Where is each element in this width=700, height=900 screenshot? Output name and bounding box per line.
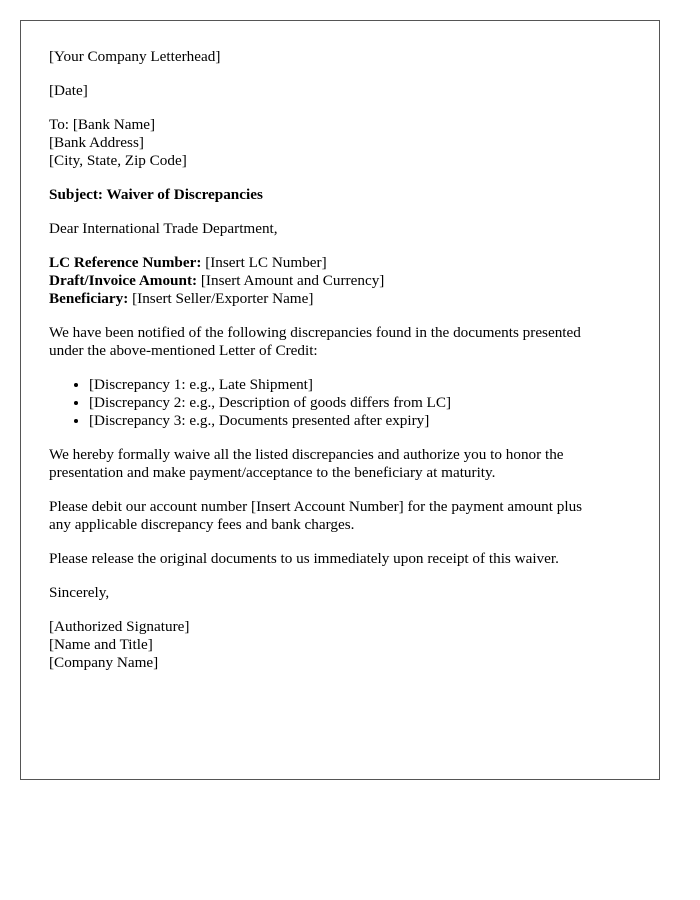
discrepancy-list [49,376,631,430]
release-paragraph [49,550,631,568]
subject-text: Subject: Waiver of Discrepancies [49,186,263,203]
signer-company: [Company Name] [49,654,159,671]
discrepancy-item: • [Discrepancy 2: e.g., Description of goods differs from LC] [89,394,631,412]
recipient-city-state-zip: [City, State, Zip Code] [49,152,187,169]
lc-reference-row [49,254,631,272]
signature-line: [Authorized Signature] [49,618,190,635]
reference-details [49,254,631,308]
debit-line-1: Please debit our account number [Insert Account Number] for the payment amount plus [49,498,583,515]
release-text: Please release the original documents to us immediately upon receipt of this waiver. [49,550,559,567]
amount-row [49,272,631,290]
beneficiary-label: Beneficiary: [49,290,129,307]
waiver-line-1: We hereby formally waive all the listed discrepancies and authorize you to honor the [49,446,564,463]
lc-reference-value: [Insert LC Number] [201,254,327,271]
waiver-paragraph [49,446,631,482]
closing [49,584,631,602]
discrepancy-item: • [Discrepancy 1: e.g., Late Shipment] [89,376,631,394]
intro-line-1: We have been notified of the following discrepancies found in the documents presented [49,324,581,341]
beneficiary-row [49,290,631,308]
intro-line-2: under the above-mentioned Letter of Credit: [49,342,318,359]
amount-label: Draft/Invoice Amount: [49,272,198,289]
debit-line-2: any applicable discrepancy fees and bank charges. [49,516,355,533]
debit-paragraph [49,498,631,534]
recipient-address [49,116,631,170]
amount-value: [Insert Amount and Currency] [197,272,385,289]
closing-text: Sincerely, [49,584,110,601]
intro-paragraph [49,324,631,360]
salutation [49,220,631,238]
letter-page [20,20,660,780]
date-text: [Date] [49,82,88,99]
discrepancy-item: • [Discrepancy 3: e.g., Documents presented after expiry] [89,412,631,430]
date [49,82,631,100]
letterhead-text: [Your Company Letterhead] [49,48,221,65]
waiver-line-2: presentation and make payment/acceptance to the beneficiary at maturity. [49,464,496,481]
lc-reference-label: LC Reference Number: [49,254,202,271]
signature-block [49,618,631,672]
signer-name-title: [Name and Title] [49,636,153,653]
beneficiary-value: [Insert Seller/Exporter Name] [128,290,314,307]
salutation-text: Dear International Trade Department, [49,220,278,237]
recipient-bank-address: [Bank Address] [49,134,144,151]
letterhead [49,48,631,66]
subject-line [49,186,631,204]
recipient-bank-name: To: [Bank Name] [49,116,156,133]
